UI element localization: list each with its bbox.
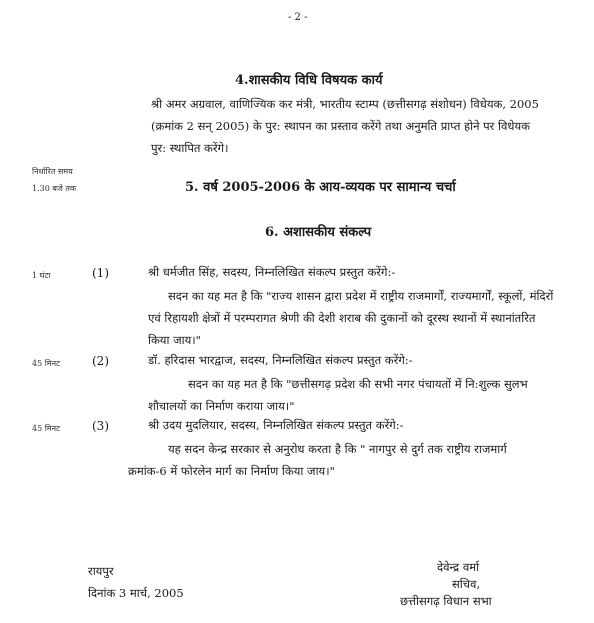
resolution-mover: श्री उदय मुदलियार, सदस्य, निम्नलिखित संकल्प प्रस्तुत करेंगे:- [148,418,404,432]
signatory-title: सचिव, [452,577,481,591]
section-4-heading: 4.शासकीय विधि विषयक कार्य [235,73,383,88]
resolution-number: (1) [92,266,109,280]
resolution-mover: डॉ. हरिदास भारद्वाज, सदस्य, निम्नलिखित संकल्प प्रस्तुत करेंगे:- [148,353,413,367]
allotted-time-value: 1.30 बजे तक [32,184,77,193]
section-6-heading: 6. अशासकीय संकल्प [265,225,372,240]
signatory-organization: छत्तीसगढ़ विधान सभा [400,594,492,608]
resolution-text-line: शौचालयों का निर्माण कराया जाय।" [148,399,295,413]
resolution-time: 45 मिनट [32,424,61,433]
allotted-time-label: निर्धारित समय [32,167,73,176]
section-4-line-3: पुर: स्थापित करेंगे। [151,141,229,155]
resolution-number: (3) [92,419,109,433]
resolution-text-line: क्रमांक-6 में फोरलेन मार्ग का निर्माण किया जाय।" [128,464,335,478]
section-4-line-2: (क्रमांक 2 सन् 2005) के पुर: स्थापन का प्रस्ताव करेंगे तथा अनुमति प्राप्त होने पर विधेयक [151,119,530,133]
resolution-number: (2) [92,354,109,368]
resolution-text-line: एवं रिहायशी क्षेत्रों में परम्परागत श्रेणी की देशी शराब की दुकानों को दूरस्थ स्थानों में स्थानांतरित [148,311,536,325]
issue-place: रायपुर [88,564,114,578]
resolution-time: 45 मिनट [32,359,61,368]
page-number: - 2 - [288,12,308,23]
resolution-text-line: सदन का यह मत है कि "राज्य शासन द्वारा प्रदेश में राष्ट्रीय राजमार्गों, राज्यमार्गों, स्कूलों, मंदिरों [168,289,554,303]
signatory-name: देवेन्द्र वर्मा [437,560,480,574]
section-4-line-1: श्री अमर अग्रवाल, वाणिज्यिक कर मंत्री, भारतीय स्टाम्प (छत्तीसगढ़ संशोधन) विधेयक, 2005 [151,97,539,111]
resolution-time: 1 घंटा [32,271,51,280]
issue-date: दिनांक 3 मार्च, 2005 [88,586,184,600]
resolution-text-line: किया जाय।" [148,333,201,347]
resolution-mover: श्री धर्मजीत सिंह, सदस्य, निम्नलिखित संकल्प प्रस्तुत करेंगे:- [148,265,396,279]
section-5-heading: 5. वर्ष 2005-2006 के आय-व्ययक पर सामान्य चर्चा [185,180,456,195]
resolution-text-line: सदन का यह मत है कि "छत्तीसगढ़ प्रदेश की सभी नगर पंचायतों में नि:शुल्क सुलभ [188,377,528,391]
resolution-text-line: यह सदन केन्द्र सरकार से अनुरोध करता है कि " नागपुर से दुर्ग तक राष्ट्रीय राजमार्ग [168,442,507,456]
